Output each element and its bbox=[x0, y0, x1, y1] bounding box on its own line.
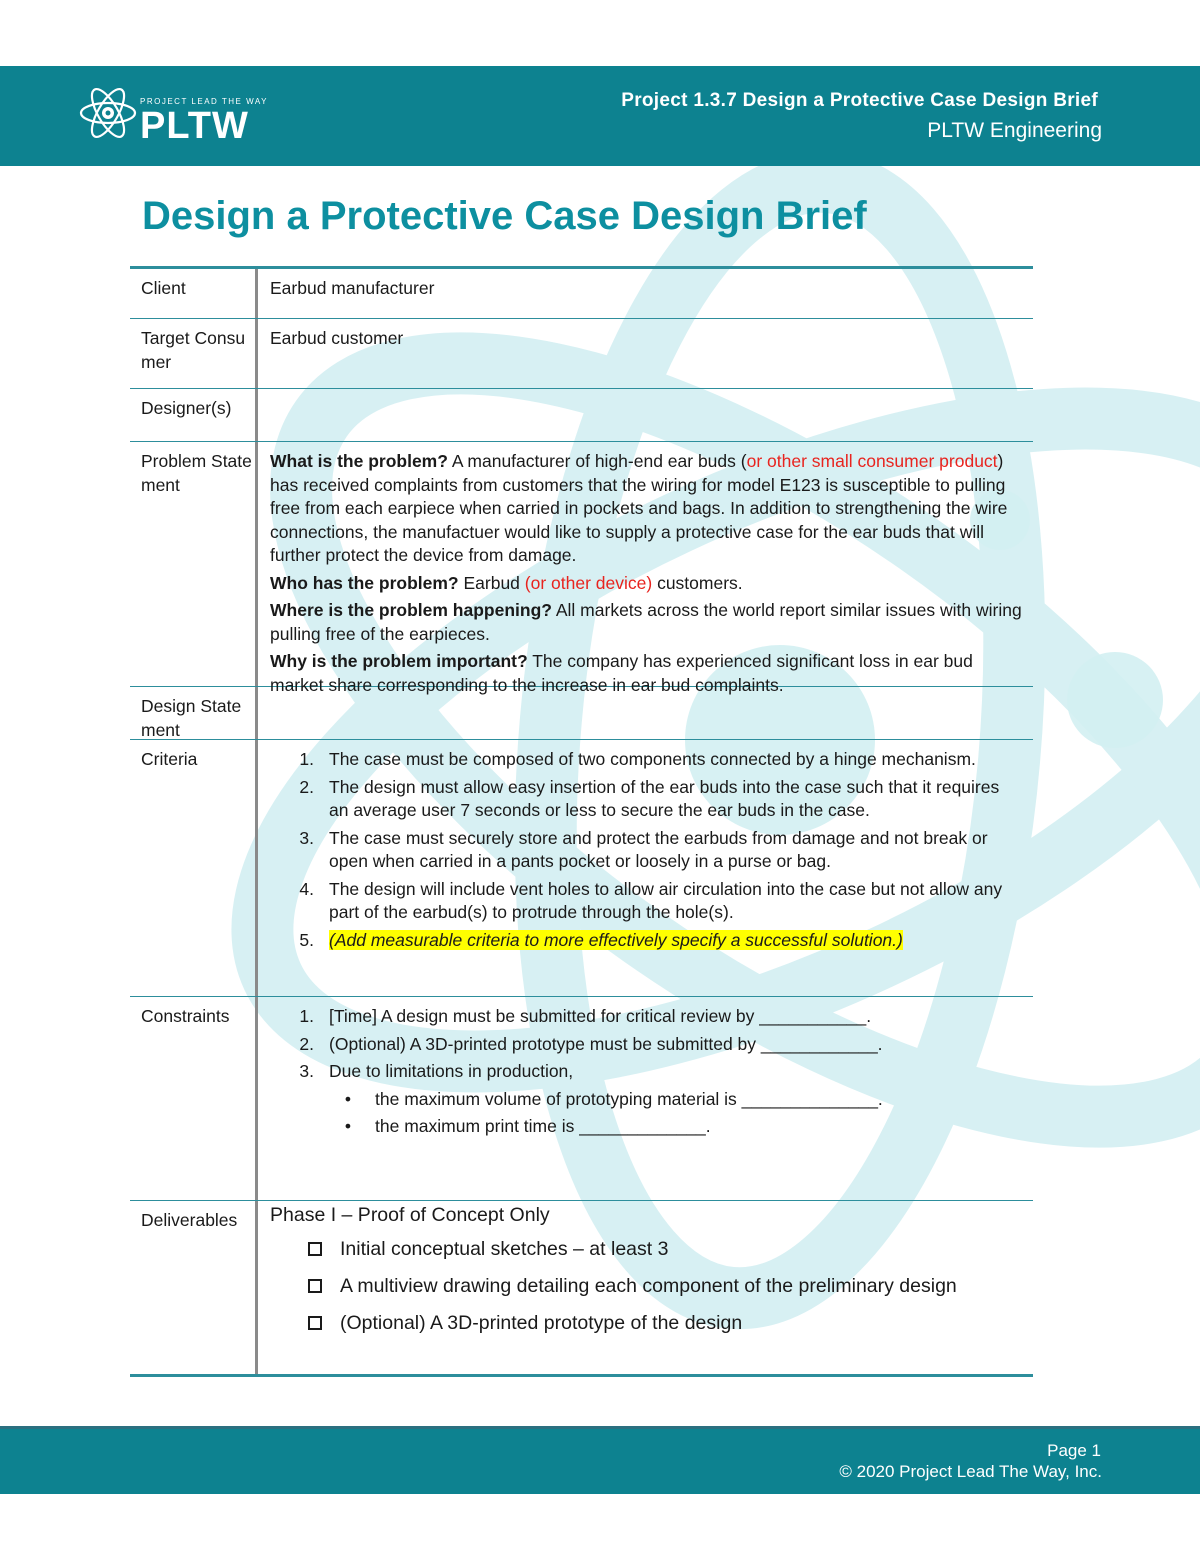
list-item bbox=[270, 1237, 1023, 1261]
atom-logo-icon bbox=[78, 80, 138, 146]
page-footer bbox=[0, 1426, 1200, 1494]
deliverable-text: Initial conceptual sketches – at least 3 bbox=[340, 1238, 669, 1260]
what-text-2: ) has received complaints from customers that the wiring for model E123 is susceptible to pulling free from each earpiece when carried in pockets and bags. In addition to strengthening the wire connections, the manufactuer would like to supply a protective case for the ear buds that will further protect the device from damage. bbox=[270, 451, 1008, 565]
criteria-list bbox=[258, 748, 1023, 952]
list-item bbox=[258, 1115, 1023, 1139]
constraint-subtext: the maximum volume of prototyping material is ______________. bbox=[375, 1088, 883, 1109]
list-item bbox=[258, 1088, 1023, 1112]
list-item bbox=[258, 827, 1023, 874]
who-paragraph bbox=[270, 572, 1023, 596]
designers-label: Designer(s) bbox=[130, 389, 258, 441]
row-target-consumer bbox=[130, 319, 1033, 389]
list-item bbox=[258, 929, 1023, 953]
designers-value bbox=[258, 389, 1033, 441]
why-text: The company has experienced significant loss in ear bud market share corresponding to the increase in ear bud complaints. bbox=[270, 651, 973, 695]
checkbox-icon bbox=[308, 1279, 322, 1293]
who-text-1: Earbud bbox=[458, 572, 525, 593]
list-item bbox=[258, 1033, 1023, 1057]
header-subtitle: PLTW Engineering bbox=[927, 119, 1102, 142]
page-header bbox=[0, 66, 1200, 166]
where-text: All markets across the world report similar issues with wiring pulling free of the earpieces. bbox=[270, 600, 1022, 644]
who-alt: (or other device) bbox=[524, 572, 653, 593]
row-designers bbox=[130, 389, 1033, 442]
copyright: © 2020 Project Lead The Way, Inc. bbox=[839, 1462, 1102, 1481]
client-value: Earbud manufacturer bbox=[270, 278, 435, 298]
row-problem-statement bbox=[130, 442, 1033, 695]
design-statement-label: Design Statement bbox=[130, 687, 258, 739]
page-title: Design a Protective Case Design Brief bbox=[142, 194, 867, 238]
criteria-text: The case must securely store and protect the earbuds from damage and not break or open when carried in a pants pocket or loosely in a purse or bag. bbox=[329, 827, 988, 871]
list-item bbox=[258, 878, 1023, 925]
criteria-number: 4. bbox=[299, 878, 314, 899]
where-question: Where is the problem happening? bbox=[270, 600, 552, 620]
criteria-number: 3. bbox=[299, 827, 314, 848]
what-question: What is the problem? bbox=[270, 451, 448, 471]
row-design-statement bbox=[130, 687, 1033, 740]
header-title: Project 1.3.7 Design a Protective Case Design Brief bbox=[621, 90, 1098, 111]
deliverables-label: Deliverables bbox=[130, 1201, 258, 1374]
what-alt: or other small consumer product bbox=[746, 451, 998, 471]
who-text-2: customers. bbox=[652, 572, 743, 593]
constraint-text: [Time] A design must be submitted for critical review by ___________. bbox=[329, 1006, 872, 1026]
what-text-1: A manufacturer of high-end ear buds ( bbox=[447, 451, 747, 471]
criteria-number: 5. bbox=[299, 929, 314, 950]
constraints-list bbox=[258, 1005, 1023, 1084]
list-item bbox=[270, 1274, 1023, 1298]
target-consumer-value: Earbud customer bbox=[270, 328, 404, 348]
problem-statement-label: Problem Statement bbox=[130, 442, 258, 686]
pltw-logo bbox=[78, 80, 278, 146]
deliverable-text: A multiview drawing detailing each component of the preliminary design bbox=[340, 1275, 957, 1297]
page-number: Page 1 bbox=[1047, 1441, 1101, 1460]
design-statement-value bbox=[258, 687, 1033, 739]
constraints-value bbox=[258, 997, 1033, 1200]
list-item bbox=[258, 1005, 1023, 1029]
design-brief-table bbox=[130, 266, 1033, 1377]
deliverables-value bbox=[258, 1201, 1033, 1374]
deliverables-checklist bbox=[270, 1237, 1023, 1335]
logo-wordmark: PLTW bbox=[140, 105, 249, 147]
criteria-text: The design must allow easy insertion of the ear buds into the case such that it requires an average user 7 seconds or less to secure the ear buds in the case. bbox=[329, 776, 1000, 820]
constraint-text: (Optional) A 3D-printed prototype must be submitted by ____________. bbox=[329, 1033, 883, 1054]
checkbox-icon bbox=[308, 1242, 322, 1256]
target-consumer-label: Target Consumer bbox=[130, 319, 258, 388]
criteria-text: The case must be composed of two components connected by a hinge mechanism. bbox=[329, 749, 976, 769]
who-question: Who has the problem? bbox=[270, 572, 459, 593]
constraint-number: 2. bbox=[299, 1033, 314, 1054]
criteria-number: 2. bbox=[299, 776, 314, 797]
criteria-number: 1. bbox=[299, 749, 314, 769]
why-question: Why is the problem important? bbox=[270, 651, 528, 671]
row-criteria bbox=[130, 740, 1033, 997]
row-deliverables bbox=[130, 1201, 1033, 1377]
constraints-label: Constraints bbox=[130, 997, 258, 1200]
phase-heading: Phase I – Proof of Concept Only bbox=[270, 1204, 550, 1226]
list-item bbox=[258, 748, 1023, 772]
what-paragraph bbox=[270, 450, 1023, 568]
constraint-number: 3. bbox=[299, 1061, 314, 1081]
criteria-text: The design will include vent holes to allow air circulation into the case but not allow any part of the earbud(s) to protrude through the hole(s). bbox=[329, 878, 1003, 922]
criteria-value bbox=[258, 740, 1033, 996]
logo-tagline: PROJECT LEAD THE WAY bbox=[140, 97, 268, 106]
bullet-icon: • bbox=[344, 1116, 351, 1136]
criteria-label: Criteria bbox=[130, 740, 258, 996]
list-item bbox=[270, 1311, 1023, 1335]
list-item bbox=[258, 776, 1023, 823]
deliverable-text: (Optional) A 3D-printed prototype of the design bbox=[340, 1312, 743, 1334]
row-constraints bbox=[130, 997, 1033, 1201]
constraints-sublist bbox=[258, 1088, 1023, 1139]
problem-statement-value bbox=[258, 442, 1033, 695]
row-client bbox=[130, 266, 1033, 319]
constraint-text: Due to limitations in production, bbox=[329, 1061, 574, 1081]
constraint-subtext: the maximum print time is _____________. bbox=[375, 1116, 711, 1136]
bullet-icon: • bbox=[344, 1088, 351, 1109]
criteria-placeholder-highlight: (Add measurable criteria to more effectively specify a successful solution.) bbox=[329, 929, 903, 950]
client-label: Client bbox=[130, 269, 258, 318]
where-paragraph bbox=[270, 599, 1023, 646]
checkbox-icon bbox=[308, 1316, 322, 1330]
constraint-number: 1. bbox=[299, 1006, 314, 1026]
list-item bbox=[258, 1060, 1023, 1084]
